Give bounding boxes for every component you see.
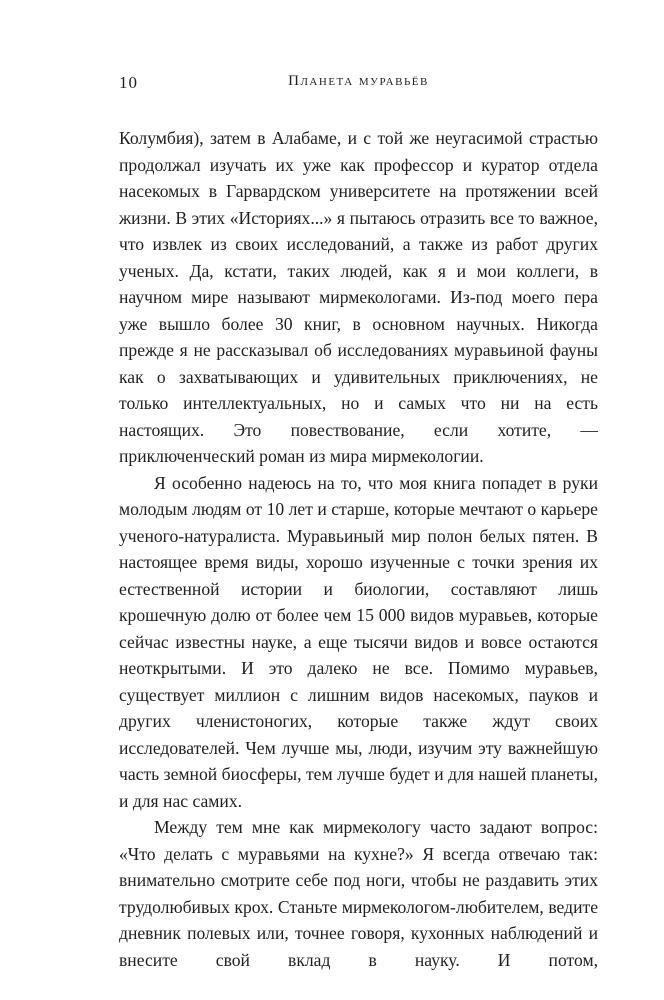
running-head <box>119 73 598 97</box>
paragraph-3-text: Между тем мне как мирмекологу часто задают вопрос: «Что делать с муравьями на кухне?» Я всегда отвечаю так: внимательно смотрите себе под ноги, чтобы не раздавить этих трудолюбивых крох. Станьте мирмекологом-любителем, ведите дневник полевых или, точнее говоря, кухонных наблюдений и внесите свой вклад в науку. И потом, <box>119 817 598 970</box>
page-number: 10 <box>119 73 138 92</box>
paragraph-2-text: Я особенно надеюсь на то, что моя книга попадет в руки молодым людям от 10 лет и старше, которые мечтают о карьере ученого-натуралиста. Муравьиный мир полон белых пятен. В настоящее время виды, хорошо изученные с точки зрения их естественной истории и биологии, составляют лишь крошечную долю от более чем 15 000 видов муравьев, которые сейчас известны науке, а еще тысячи видов и вовсе остаются неоткрытыми. И это далеко не все. Помимо муравьев, существует миллион с лишним видов насекомых, пауков и других членистоногих, которые также ждут своих исследователей. Чем лучше мы, люди, изучим эту важнейшую часть земной биосферы, тем лучше будет и для нашей планеты, и для нас самих. <box>119 472 598 811</box>
paragraph-1 <box>119 125 598 470</box>
paragraph-3 <box>119 814 598 973</box>
body-text <box>119 125 598 973</box>
book-title: Планета муравьёв <box>288 73 429 89</box>
paragraph-2 <box>119 470 598 815</box>
paragraph-1-text: Колумбия), затем в Алабаме, и с той же неугасимой страстью продолжал изучать их уже как профессор и куратор отдела насекомых в Гарвардском университете на протяжении всей жизни. В этих «Историях...» я пытаюсь отразить все то важное, что извлек из своих исследований, а также из работ других ученых. Да, кстати, таких людей, как я и мои коллеги, в научном мире называют мирмекологами. Из-под моего пера уже вышло более 30 книг, в основном научных. Никогда прежде я не рассказывал об исследованиях муравьиной фауны как о захватывающих и удивительных приключениях, не только интеллектуальных, но и самых что ни на есть настоящих. Это повествование, если хотите, — приключенческий роман из мира мирмекологии. <box>119 128 598 466</box>
